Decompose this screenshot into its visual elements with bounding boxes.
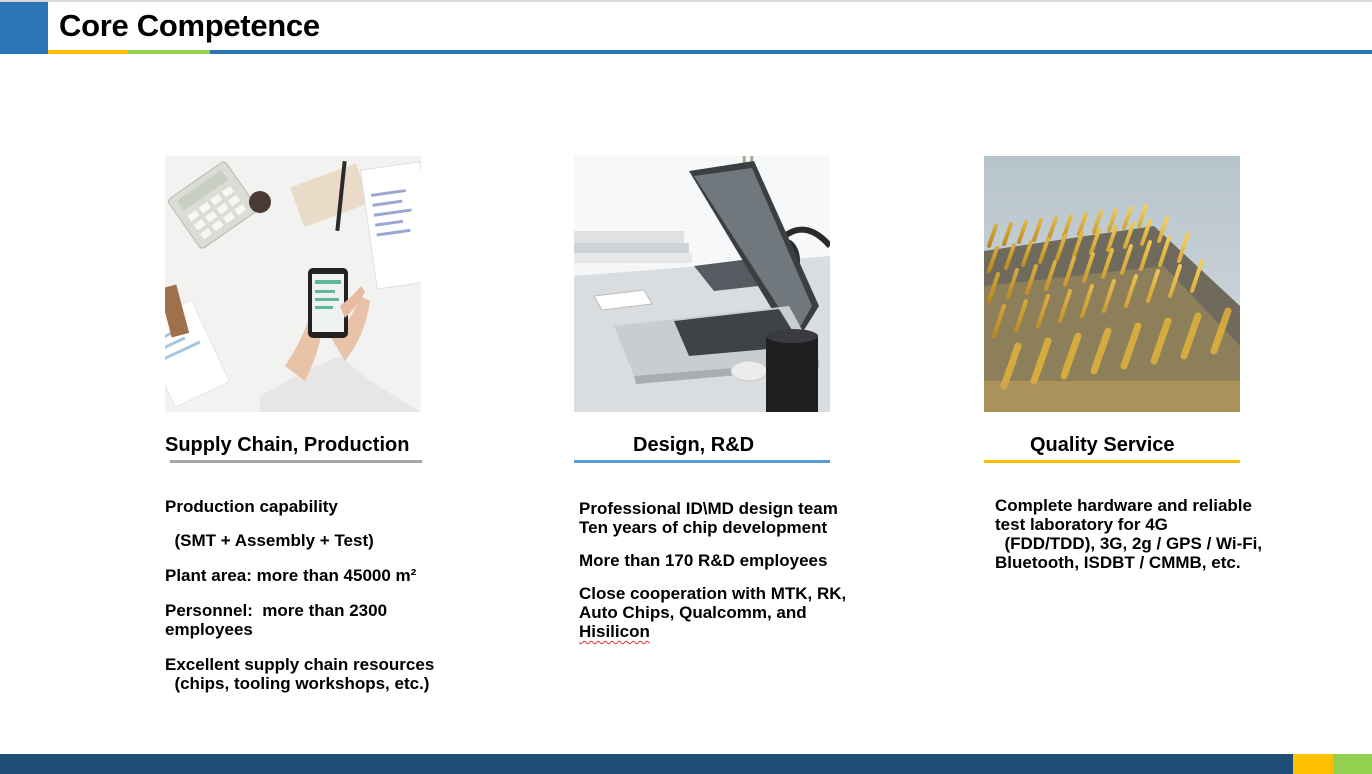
bullet-text: Bluetooth, ISDBT / CMMB, etc. xyxy=(995,553,1241,572)
bullet-text: Auto Chips, Qualcomm, and xyxy=(579,603,807,622)
bullet-text: Ten years of chip development xyxy=(579,518,828,537)
title-underline xyxy=(48,50,1372,54)
bullet-text: Professional ID\MD design team xyxy=(579,499,838,518)
column-rule-design-rd xyxy=(574,460,830,463)
bullet-text: Excellent supply chain resources xyxy=(165,655,435,674)
title-underline-yellow-segment xyxy=(48,50,128,54)
design-rd-bullets xyxy=(579,499,846,641)
spellcheck-underlined-text: Hisilicon xyxy=(579,622,650,641)
design-rd-photo xyxy=(574,156,830,412)
bullet-text: (FDD/TDD), 3G, 2g / GPS / Wi-Fi, xyxy=(995,534,1263,553)
bullet-text: Close cooperation with MTK, RK, xyxy=(579,584,847,603)
supply-chain-bullets xyxy=(165,497,434,693)
bullet-text xyxy=(579,622,846,641)
page-title: Core Competence xyxy=(59,8,320,43)
column-title-supply-chain: Supply Chain, Production xyxy=(165,434,410,456)
column-title-quality-service: Quality Service xyxy=(1030,434,1175,456)
bullet-text: Personnel: more than 2300 xyxy=(165,601,388,620)
footer-green-block xyxy=(1333,754,1372,774)
footer-yellow-block xyxy=(1293,754,1333,774)
bullet-text: Production capability xyxy=(165,497,338,516)
footer-bar xyxy=(0,754,1372,774)
column-rule-quality-service xyxy=(984,460,1240,463)
supply-chain-photo xyxy=(165,156,421,412)
bullet-text: test laboratory for 4G xyxy=(995,515,1168,534)
bullet-text: More than 170 R&D employees xyxy=(579,551,828,570)
quality-service-bullets xyxy=(995,496,1262,572)
column-title-design-rd: Design, R&D xyxy=(633,434,755,456)
top-border-line xyxy=(0,0,1372,2)
column-rule-supply-chain xyxy=(170,460,422,463)
title-underline-green-segment xyxy=(128,50,210,54)
bullet-text: Complete hardware and reliable xyxy=(995,496,1252,515)
title-accent-block xyxy=(0,2,48,54)
quality-service-photo xyxy=(984,156,1240,412)
bullet-text: employees xyxy=(165,620,253,639)
bullet-text: (SMT + Assembly + Test) xyxy=(165,531,374,550)
bullet-text: Plant area: more than 45000 m² xyxy=(165,566,417,585)
bullet-text: (chips, tooling workshops, etc.) xyxy=(165,674,430,693)
